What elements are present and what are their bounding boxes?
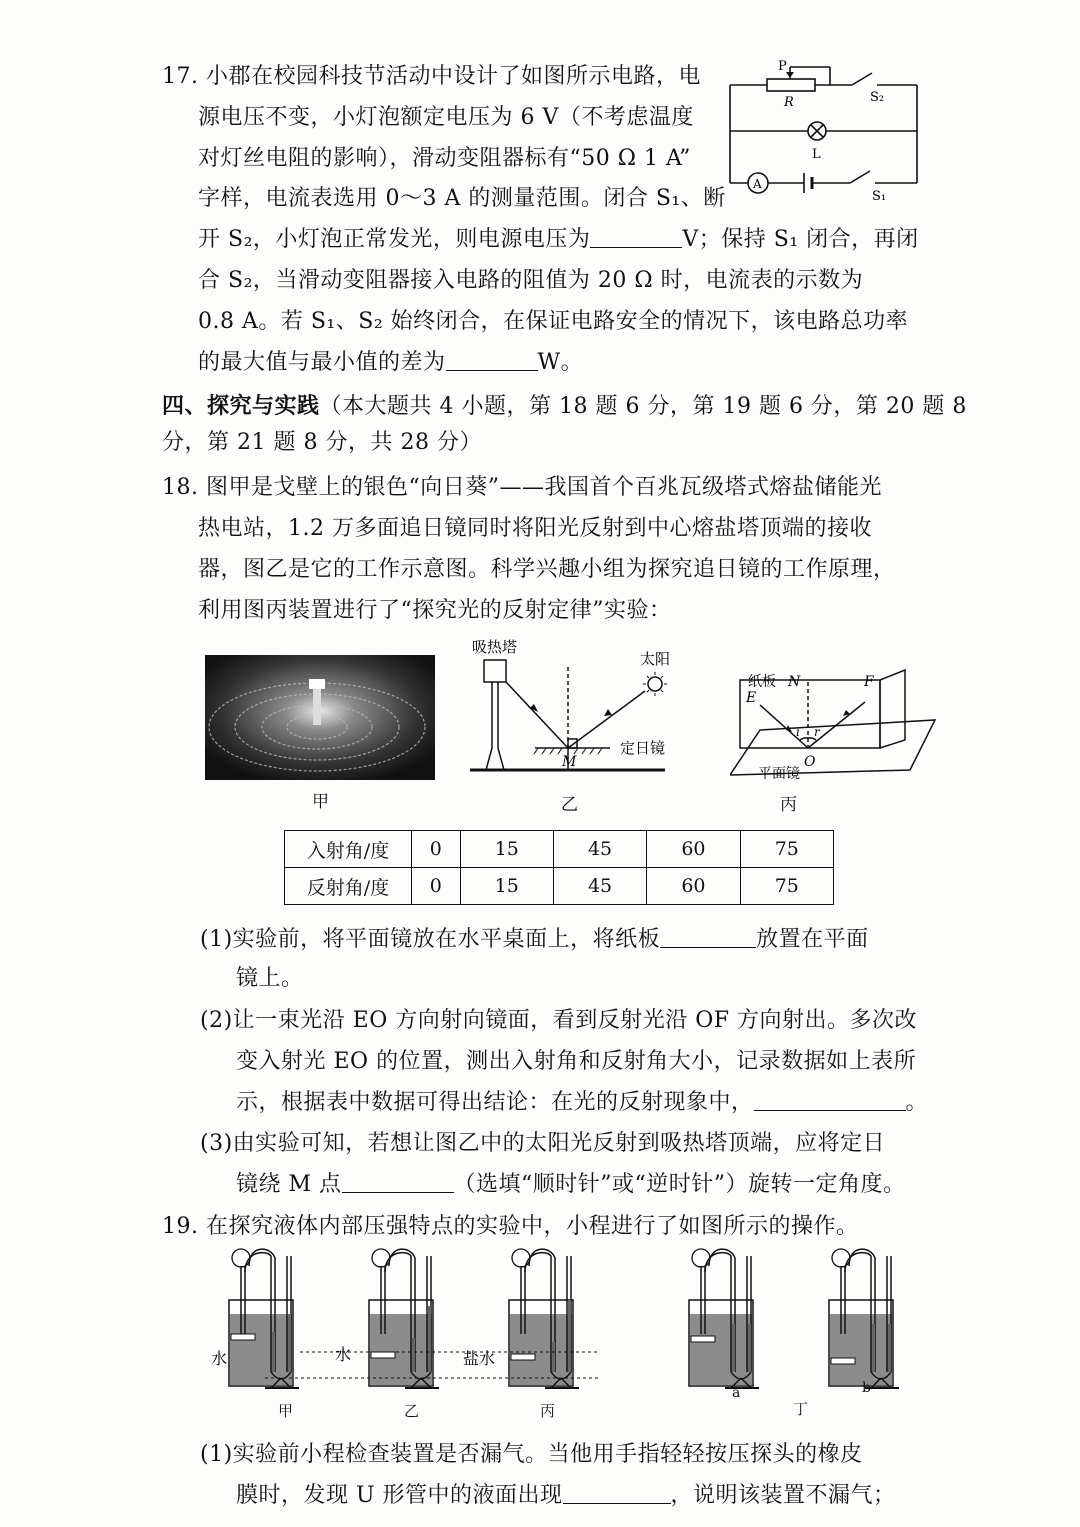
liquid-level-blank[interactable] <box>563 1481 671 1504</box>
fig-yi-caption: 乙 <box>561 795 578 815</box>
section4-note-1: （本大题共 4 小题，第 18 题 6 分，第 19 题 6 分，第 20 题 8 <box>319 394 967 419</box>
q19-caption-jia: 甲 <box>278 1402 294 1420</box>
q17-line-5-part-b: V；保持 S₁ 闭合，再闭 <box>682 227 919 252</box>
q19-sub1-part-a: 膜时，发现 U 形管中的液面出现 <box>236 1483 563 1508</box>
circuit-label-p: P <box>778 59 787 74</box>
table-cell: 45 <box>553 831 646 868</box>
q18-sub2-part-b: 。 <box>905 1090 929 1115</box>
q18-sub3-part-b: （选填“顺时针”或“逆时针”）旋转一定角度。 <box>453 1172 906 1197</box>
q19-caption-bing: 丙 <box>540 1402 556 1420</box>
board-placement-blank[interactable] <box>660 925 756 948</box>
section4-heading <box>162 391 967 422</box>
table-cell: 60 <box>647 868 740 905</box>
q18-sub2-line-2: 变入射光 EO 的位置，测出入射角和反射角大小，记录数据如上表所 <box>236 1049 917 1074</box>
q18-sub1-part-a: (1)实验前，将平面镜放在水平桌面上，将纸板 <box>200 927 661 952</box>
table-cell: 45 <box>553 868 646 905</box>
q17-line-8-part-a: 的最大值与最小值的差为 <box>198 350 446 375</box>
q18-sub3-line-2 <box>236 1170 906 1200</box>
q17-line-3: 对灯丝电阻的影响），滑动变阻器标有“50 Ω 1 A” <box>198 146 691 171</box>
q18-line-1: 18. 图甲是戈壁上的银色“向日葵”——我国首个百兆瓦级塔式熔盐储能光 <box>162 475 882 500</box>
angle-data-table <box>284 830 834 905</box>
circuit-label-s1: S₁ <box>872 189 887 204</box>
q18-sub3-line-1: (3)由实验可知，若想让图乙中的太阳光反射到吸热塔顶端，应将定日 <box>200 1131 886 1156</box>
q17-line-1: 17. 小郡在校园科技节活动中设计了如图所示电路，电 <box>162 64 701 89</box>
bing-label-f: F <box>864 674 874 690</box>
q18-line-3: 器，图乙是它的工作示意图。科学兴趣小组为探究追日镜的工作原理， <box>198 557 896 582</box>
conclusion-blank[interactable] <box>754 1088 906 1111</box>
bing-label-o: O <box>804 754 816 770</box>
table-row <box>285 831 834 868</box>
circuit-label-l: L <box>812 147 821 162</box>
circuit-label-a: A <box>753 177 762 191</box>
table-cell: 0 <box>412 831 461 868</box>
table-cell: 75 <box>740 868 833 905</box>
q17-line-4: 字样，电流表选用 0～3 A 的测量范围。闭合 S₁、断 <box>198 186 726 211</box>
q18-sub2-part-a: 示，根据表中数据可得出结论：在光的反射现象中， <box>236 1090 754 1115</box>
fig-jia-caption: 甲 <box>312 792 329 812</box>
q17-line-5 <box>198 225 919 255</box>
q17-line-8-part-b: W。 <box>537 350 584 375</box>
bing-label-e: E <box>746 690 757 706</box>
table-cell: 15 <box>460 868 553 905</box>
yi-label-sun: 太阳 <box>640 650 671 668</box>
circuit-label-r: R <box>784 95 794 110</box>
q18-sub1-part-b: 放置在平面 <box>756 927 869 952</box>
q18-sub2-line-3 <box>236 1088 928 1118</box>
q19-sub1-part-b: ，说明该装置不漏气； <box>670 1483 896 1508</box>
q17-line-8 <box>198 348 583 378</box>
pressure-experiment-figure <box>205 1242 925 1392</box>
solar-station-photo <box>205 655 435 780</box>
yi-label-m: M <box>562 754 577 770</box>
q19-line-1: 19. 在探究液体内部压强特点的实验中，小程进行了如图所示的操作。 <box>162 1214 859 1239</box>
q18-sub2-line-1: (2)让一束光沿 EO 方向射向镜面，看到反射光沿 OF 方向射出。多次改 <box>200 1008 918 1033</box>
q18-sub1-line-2: 镜上。 <box>236 966 304 991</box>
table-row <box>285 868 834 905</box>
q17-line-2: 源电压不变，小灯泡额定电压为 6 V（不考虑温度 <box>198 105 694 130</box>
heliostat-diagram <box>460 636 700 786</box>
bing-label-r: r <box>814 725 820 739</box>
table-cell: 60 <box>647 831 740 868</box>
section4-title: 四、探究与实践 <box>162 393 320 419</box>
bing-label-i: i <box>796 725 800 739</box>
q17-line-5-part-a: 开 S₂，小灯泡正常发光，则电源电压为 <box>198 227 591 252</box>
bing-label-board: 纸板 <box>748 674 776 690</box>
fig-bing-caption: 丙 <box>780 795 797 815</box>
q19-label-brine: 盐水 <box>463 1349 496 1368</box>
table-row-label: 反射角/度 <box>285 868 412 905</box>
table-cell: 0 <box>412 868 461 905</box>
q18-sub1-line-1 <box>200 925 869 955</box>
q17-line-7: 0.8 A。若 S₁、S₂ 始终闭合，在保证电路安全的情况下，该电路总功率 <box>198 309 909 334</box>
rotation-direction-blank[interactable] <box>342 1170 454 1193</box>
q18-line-2: 热电站，1.2 万多面追日镜同时将阳光反射到中心熔盐塔顶端的接收 <box>198 516 872 541</box>
q19-sub1-line-2 <box>236 1481 896 1511</box>
bing-label-plane: 平面镜 <box>758 766 800 782</box>
q19-caption-b: b <box>862 1380 871 1396</box>
q18-line-4: 利用图丙装置进行了“探究光的反射定律”实验： <box>198 598 672 623</box>
section4-note-2: 分，第 21 题 8 分，共 28 分） <box>162 430 482 455</box>
yi-label-mirror: 定日镜 <box>620 739 666 757</box>
table-cell: 75 <box>740 831 833 868</box>
q18-sub3-part-a: 镜绕 M 点 <box>236 1172 342 1197</box>
q17-line-6: 合 S₂，当滑动变阻器接入电路的阻值为 20 Ω 时，电流表的示数为 <box>198 268 864 293</box>
reflection-apparatus <box>730 660 940 785</box>
circuit-label-s2: S₂ <box>870 90 885 105</box>
q19-sub1-line-1: (1)实验前小程检查装置是否漏气。当他用手指轻轻按压探头的橡皮 <box>200 1442 863 1467</box>
q19-label-water-2: 水 <box>335 1345 352 1364</box>
table-row-label: 入射角/度 <box>285 831 412 868</box>
voltage-answer-blank[interactable] <box>590 225 682 248</box>
table-cell: 15 <box>460 831 553 868</box>
q19-caption-yi: 乙 <box>404 1402 420 1420</box>
bing-label-n: N <box>788 674 801 690</box>
circuit-diagram <box>722 55 927 205</box>
q19-label-water-1: 水 <box>211 1349 228 1368</box>
q19-caption-a: a <box>732 1385 741 1401</box>
q19-caption-ding: 丁 <box>793 1400 809 1418</box>
power-diff-answer-blank[interactable] <box>446 348 538 371</box>
yi-label-tower: 吸热塔 <box>472 638 518 656</box>
